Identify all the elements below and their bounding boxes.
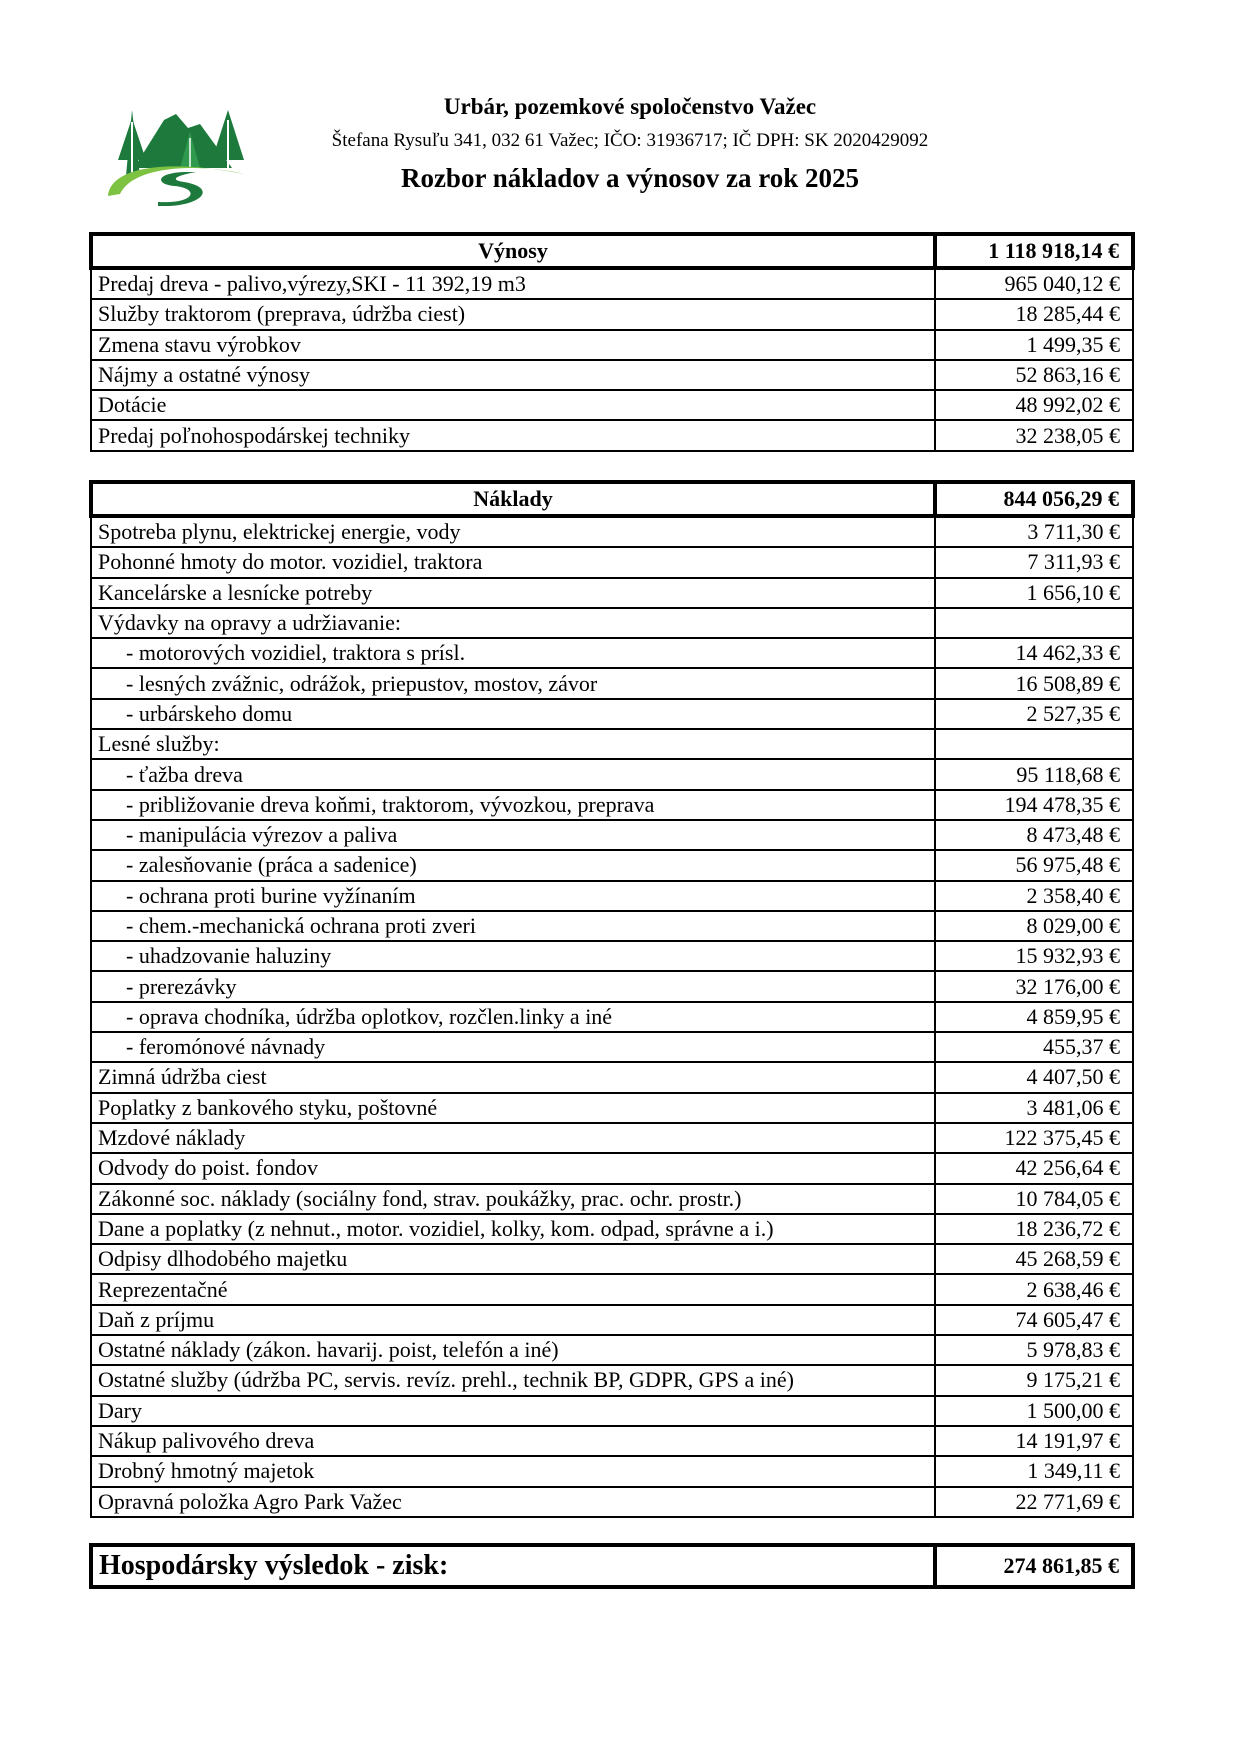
section-label: Výdavky na opravy a udržiavanie: (91, 608, 935, 638)
row-value: 52 863,16 € (935, 360, 1133, 390)
costs-header-row (91, 482, 1133, 516)
row-label: Zimná údržba ciest (91, 1062, 935, 1092)
table-row (91, 911, 1133, 941)
row-value: 74 605,47 € (935, 1305, 1133, 1335)
row-label: Predaj dreva - palivo,výrezy,SKI - 11 392,19 m3 (91, 268, 935, 299)
table-row (91, 850, 1133, 880)
row-label: Reprezentačné (91, 1274, 935, 1304)
document-title: Rozbor nákladov a výnosov za rok 2025 (400, 163, 860, 193)
row-label: Služby traktorom (preprava, údržba ciest) (91, 299, 935, 329)
table-row (91, 881, 1133, 911)
revenues-heading: Výnosy (91, 234, 935, 268)
row-label: - urbárskeho domu (91, 699, 935, 729)
row-label: Odpisy dlhodobého majetku (91, 1244, 935, 1274)
row-label: Ostatné náklady (zákon. havarij. poist, telefón a iné) (91, 1335, 935, 1365)
row-label: Nájmy a ostatné výnosy (91, 360, 935, 390)
row-label: - lesných zvážnic, odrážok, priepustov, mostov, závor (91, 668, 935, 698)
table-row (91, 1244, 1133, 1274)
row-label: Drobný hmotný majetok (91, 1456, 935, 1486)
table-row (91, 820, 1133, 850)
row-label: Zákonné soc. náklady (sociálny fond, strav. poukážky, prac. ochr. prostr.) (91, 1184, 935, 1214)
row-label: Pohonné hmoty do motor. vozidiel, traktora (91, 547, 935, 577)
revenues-total: 1 118 918,14 € (935, 234, 1133, 268)
row-label: Zmena stavu výrobkov (91, 330, 935, 360)
row-value: 8 029,00 € (935, 911, 1133, 941)
table-row (91, 759, 1133, 789)
table-row (91, 1002, 1133, 1032)
row-label: - manipulácia výrezov a paliva (91, 820, 935, 850)
row-label: - približovanie dreva koňmi, traktorom, vývozkou, preprava (91, 790, 935, 820)
row-label: - ochrana proti burine vyžínaním (91, 881, 935, 911)
row-value: 1 656,10 € (935, 578, 1133, 608)
row-value: 2 527,35 € (935, 699, 1133, 729)
revenues-header-row (91, 234, 1133, 268)
revenues-table (89, 232, 1135, 452)
row-label: - motorových vozidiel, traktora s prísl. (91, 638, 935, 668)
table-row (91, 578, 1133, 608)
row-label: Ostatné služby (údržba PC, servis. revíz. prehl., technik BP, GDPR, GPS a iné) (91, 1365, 935, 1395)
costs-table (89, 480, 1135, 1518)
row-value: 48 992,02 € (935, 390, 1133, 420)
row-value: 4 407,50 € (935, 1062, 1133, 1092)
row-value: 42 256,64 € (935, 1153, 1133, 1183)
forest-mountain-logo-icon (104, 98, 254, 206)
row-value: 3 481,06 € (935, 1093, 1133, 1123)
row-value: 965 040,12 € (935, 268, 1133, 299)
section-label: Lesné služby: (91, 729, 935, 759)
table-row (91, 390, 1133, 420)
row-label: - zalesňovanie (práca a sadenice) (91, 850, 935, 880)
row-label: Kancelárske a lesnícke potreby (91, 578, 935, 608)
row-value: 16 508,89 € (935, 668, 1133, 698)
table-row (91, 1153, 1133, 1183)
table-row (91, 668, 1133, 698)
row-label: Predaj poľnohospodárskej techniky (91, 420, 935, 450)
table-row (91, 330, 1133, 360)
table-row (91, 1396, 1133, 1426)
row-value: 3 711,30 € (935, 516, 1133, 547)
row-value (935, 729, 1133, 759)
table-row (91, 268, 1133, 299)
result-value: 274 861,85 € (935, 1545, 1133, 1587)
table-row (91, 1062, 1133, 1092)
result-row (91, 1545, 1133, 1587)
costs-total: 844 056,29 € (935, 482, 1133, 516)
table-row (91, 1093, 1133, 1123)
table-row (91, 971, 1133, 1001)
row-value: 56 975,48 € (935, 850, 1133, 880)
row-label: - chem.-mechanická ochrana proti zveri (91, 911, 935, 941)
table-row (91, 1365, 1133, 1395)
row-value: 7 311,93 € (935, 547, 1133, 577)
result-table (89, 1543, 1135, 1589)
table-row (91, 1335, 1133, 1365)
row-label: Dary (91, 1396, 935, 1426)
table-row (91, 1184, 1133, 1214)
table-row (91, 1274, 1133, 1304)
row-value: 32 176,00 € (935, 971, 1133, 1001)
row-value: 22 771,69 € (935, 1487, 1133, 1517)
row-label: Mzdové náklady (91, 1123, 935, 1153)
organization-name: Urbár, pozemkové spoločenstvo Važec (443, 94, 817, 119)
table-row (91, 699, 1133, 729)
row-label: - feromónové návnady (91, 1032, 935, 1062)
table-row (91, 790, 1133, 820)
row-label: Daň z príjmu (91, 1305, 935, 1335)
row-label: Spotreba plynu, elektrickej energie, vody (91, 516, 935, 547)
row-value: 1 349,11 € (935, 1456, 1133, 1486)
table-row (91, 360, 1133, 390)
table-row (91, 1032, 1133, 1062)
row-value: 14 191,97 € (935, 1426, 1133, 1456)
table-row (91, 547, 1133, 577)
row-label: Dane a poplatky (z nehnut., motor. vozidiel, kolky, kom. odpad, správne a i.) (91, 1214, 935, 1244)
row-value: 45 268,59 € (935, 1244, 1133, 1274)
table-row (91, 299, 1133, 329)
row-value: 10 784,05 € (935, 1184, 1133, 1214)
table-row (91, 1456, 1133, 1486)
table-row (91, 1487, 1133, 1517)
table-row (91, 420, 1133, 450)
row-value (935, 608, 1133, 638)
row-value: 18 285,44 € (935, 299, 1133, 329)
row-value: 194 478,35 € (935, 790, 1133, 820)
row-value: 2 638,46 € (935, 1274, 1133, 1304)
table-row (91, 516, 1133, 547)
row-label: Odvody do poist. fondov (91, 1153, 935, 1183)
row-label: - oprava chodníka, údržba oplotkov, rozčlen.linky a iné (91, 1002, 935, 1032)
row-value: 18 236,72 € (935, 1214, 1133, 1244)
row-value: 8 473,48 € (935, 820, 1133, 850)
row-value: 14 462,33 € (935, 638, 1133, 668)
row-value: 1 500,00 € (935, 1396, 1133, 1426)
row-label: Opravná položka Agro Park Važec (91, 1487, 935, 1517)
row-label: Nákup palivového dreva (91, 1426, 935, 1456)
costs-heading: Náklady (91, 482, 935, 516)
row-label: Dotácie (91, 390, 935, 420)
row-value: 95 118,68 € (935, 759, 1133, 789)
table-row (91, 941, 1133, 971)
row-label: - ťažba dreva (91, 759, 935, 789)
table-row (91, 1123, 1133, 1153)
table-row-section (91, 729, 1133, 759)
row-value: 122 375,45 € (935, 1123, 1133, 1153)
table-row (91, 1305, 1133, 1335)
row-label: - prerezávky (91, 971, 935, 1001)
organization-address: Štefana Rysuľu 341, 032 61 Važec; IČO: 31936717; IČ DPH: SK 2020429092 (331, 130, 929, 151)
row-value: 15 932,93 € (935, 941, 1133, 971)
row-value: 4 859,95 € (935, 1002, 1133, 1032)
result-label: Hospodársky výsledok - zisk: (91, 1545, 935, 1587)
row-label: - uhadzovanie haluziny (91, 941, 935, 971)
table-row-section (91, 608, 1133, 638)
table-row (91, 1426, 1133, 1456)
table-row (91, 638, 1133, 668)
table-row (91, 1214, 1133, 1244)
row-value: 1 499,35 € (935, 330, 1133, 360)
row-value: 9 175,21 € (935, 1365, 1133, 1395)
row-value: 455,37 € (935, 1032, 1133, 1062)
row-value: 32 238,05 € (935, 420, 1133, 450)
row-value: 2 358,40 € (935, 881, 1133, 911)
row-label: Poplatky z bankového styku, poštovné (91, 1093, 935, 1123)
row-value: 5 978,83 € (935, 1335, 1133, 1365)
